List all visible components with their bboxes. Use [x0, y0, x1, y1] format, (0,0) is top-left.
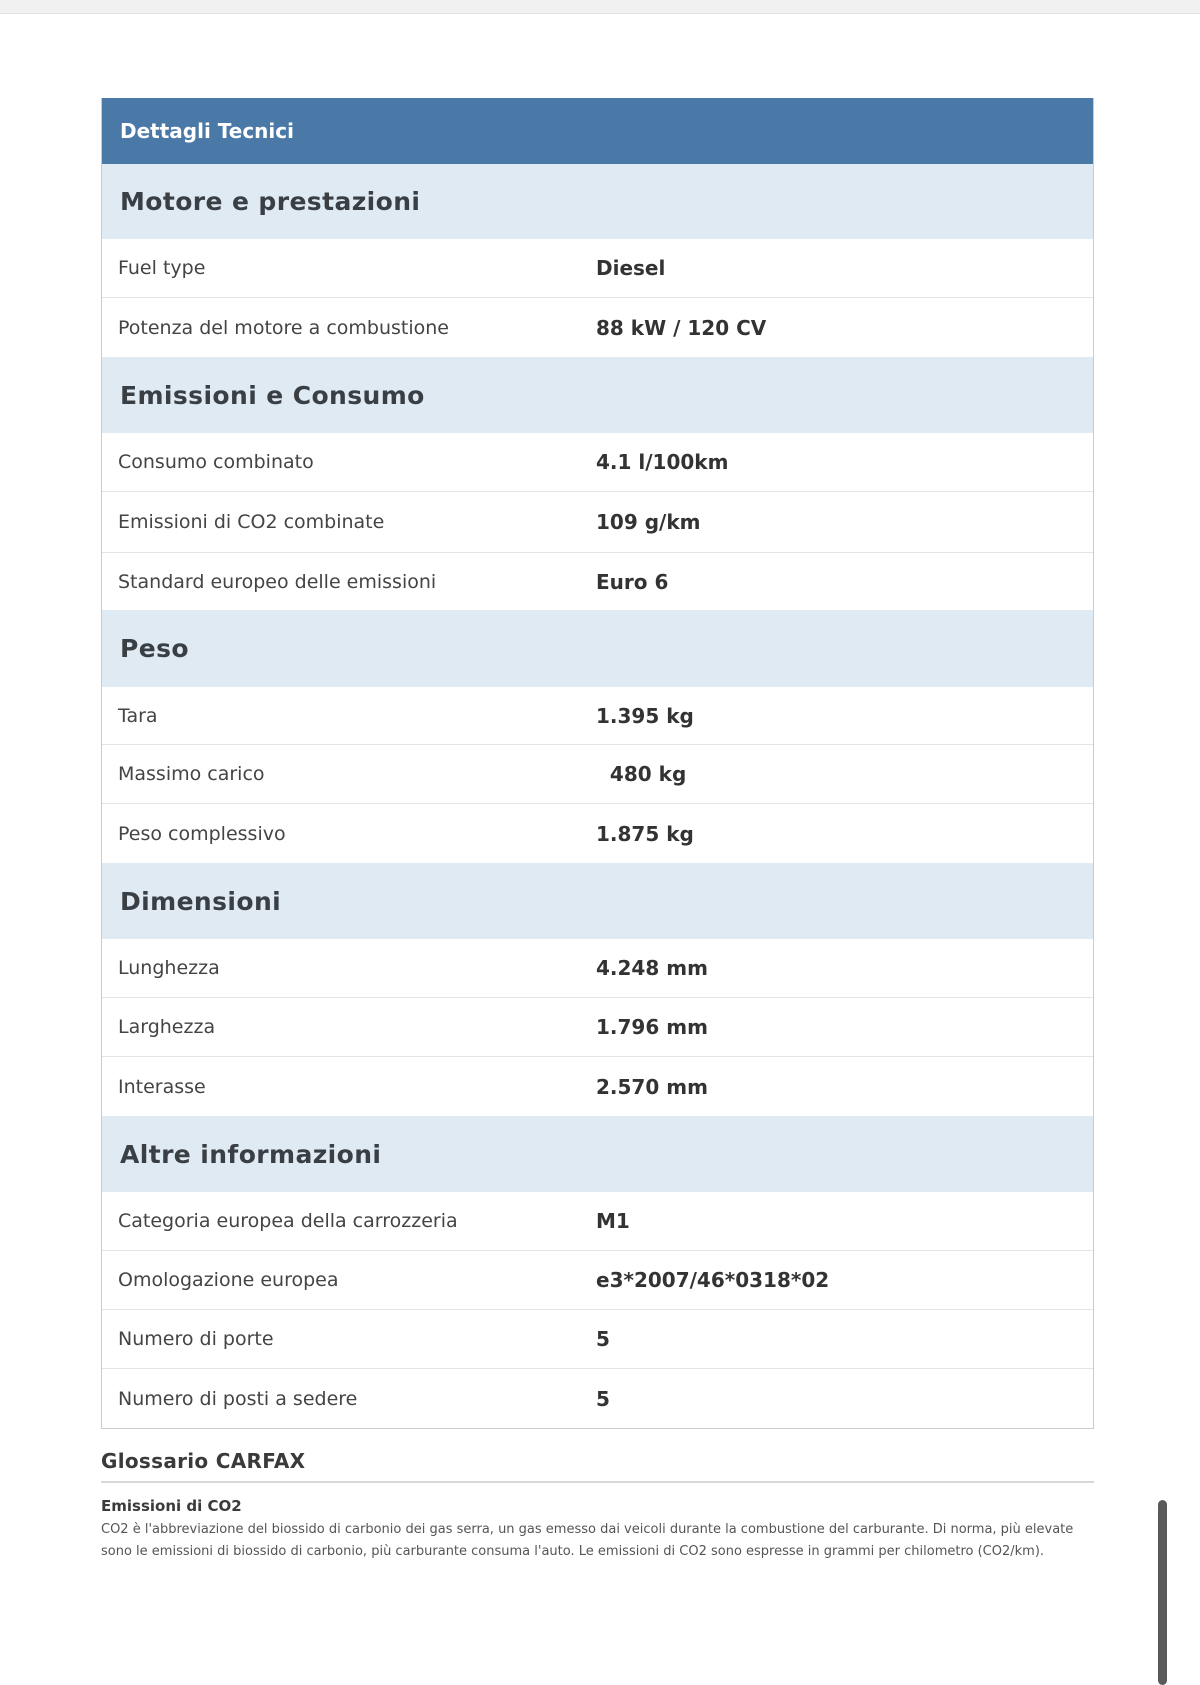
row-label: Peso complessivo	[118, 822, 286, 845]
row-label: Emissioni di CO2 combinate	[118, 511, 385, 533]
row-value: e3*2007/46*0318*02	[596, 1268, 830, 1292]
table-row	[102, 553, 1093, 610]
row-value: Euro 6	[596, 569, 669, 594]
row-label: Numero di posti a sedere	[118, 1387, 358, 1410]
row-value: 1.395 kg	[596, 703, 694, 728]
row-value: 2.570 mm	[596, 1074, 708, 1099]
row-value: 109 g/km	[596, 510, 701, 534]
table-row	[102, 687, 1093, 745]
table-row	[102, 804, 1093, 863]
technical-details-card	[101, 98, 1094, 1429]
card-header: Dettagli Tecnici	[102, 98, 1093, 164]
glossary-definition: CO2 è l'abbreviazione del biossido di carbonio dei gas serra, un gas emesso dai veicoli durante la combustione del carburante. Di norma, più elevate sono le emissioni di biossido di carbonio, più carburante consuma l'auto. Le emissioni di CO2 sono espresse in grammi per chilometro (CO2/km).	[101, 1522, 1074, 1559]
table-row	[102, 998, 1093, 1057]
table-row	[102, 298, 1093, 357]
section-title-other-info: Altre informazioni	[102, 1116, 1093, 1192]
glossary-title: Glossario CARFAX	[101, 1449, 1094, 1483]
table-row	[102, 1192, 1093, 1251]
row-value: 1.875 kg	[596, 821, 694, 846]
glossary	[101, 1449, 1094, 1563]
row-label: Massimo carico	[118, 763, 265, 785]
row-label: Omologazione europea	[118, 1269, 339, 1291]
table-row	[102, 1369, 1093, 1428]
row-label: Lunghezza	[118, 957, 220, 979]
row-label: Standard europeo delle emissioni	[118, 570, 437, 593]
row-label: Tara	[118, 704, 158, 727]
table-row	[102, 1251, 1093, 1310]
section-title-engine: Motore e prestazioni	[102, 164, 1093, 239]
table-row	[102, 939, 1093, 998]
row-label: Interasse	[118, 1075, 206, 1098]
table-row	[102, 745, 1093, 804]
section-title-weight: Peso	[102, 610, 1093, 687]
row-value: 4.248 mm	[596, 956, 708, 980]
browser-top-strip	[0, 0, 1200, 14]
section-title-dimensions: Dimensioni	[102, 863, 1093, 939]
row-label: Larghezza	[118, 1016, 216, 1038]
row-value: 5	[596, 1386, 610, 1411]
row-label: Categoria europea della carrozzeria	[118, 1210, 458, 1232]
row-label: Fuel type	[118, 257, 206, 279]
scrollbar-thumb[interactable]	[1158, 1500, 1167, 1685]
row-value: M1	[596, 1209, 630, 1233]
row-value: Diesel	[596, 256, 666, 280]
row-label: Numero di porte	[118, 1328, 274, 1350]
section-title-emissions: Emissioni e Consumo	[102, 357, 1093, 433]
row-value: 480 kg	[596, 762, 687, 786]
row-value: 5	[596, 1327, 610, 1351]
glossary-term: Emissioni di CO2	[101, 1497, 242, 1515]
table-row	[102, 239, 1093, 298]
row-label: Potenza del motore a combustione	[118, 316, 449, 339]
row-value: 4.1 l/100km	[596, 450, 729, 474]
table-row	[102, 1057, 1093, 1116]
table-row	[102, 492, 1093, 553]
row-label: Consumo combinato	[118, 451, 314, 473]
table-row	[102, 1310, 1093, 1369]
row-value: 88 kW / 120 CV	[596, 315, 767, 340]
row-value: 1.796 mm	[596, 1015, 708, 1039]
table-row	[102, 433, 1093, 492]
